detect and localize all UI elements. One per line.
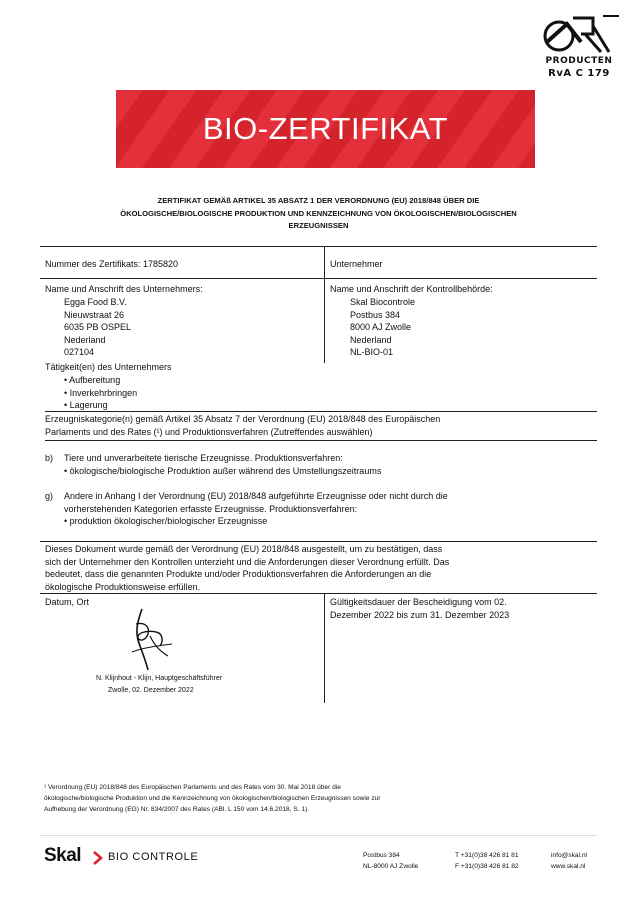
brand-subtitle: BIO CONTROLE xyxy=(108,851,199,863)
authority-postcode: 8000 AJ Zwolle xyxy=(350,322,412,332)
statement-line-2: sich der Unternehmer den Kontrollen unterzieht und die Anforderungen dieser Verordnung erfüllt. Das xyxy=(45,556,450,567)
signing-place-date: Zwolle, 02. Dezember 2022 xyxy=(108,687,194,694)
rva-line-1: PRODUCTEN xyxy=(545,56,613,66)
statement xyxy=(45,543,597,593)
statement-line-1: Dieses Dokument wurde gemäß der Verordnung (EU) 2018/848 ausgestellt, um zu bestätigen, dass xyxy=(45,544,443,554)
divider xyxy=(40,246,597,247)
section-g-item: • produktion ökologischer/biologischer Erzeugnisse xyxy=(64,516,268,526)
statement-line-3: bedeutet, dass die genannten Produkte und/oder Produktionsverfahren die Anforderungen an die xyxy=(45,569,432,579)
column-divider xyxy=(324,246,325,278)
operator-postcode: 6035 PB OSPEL xyxy=(64,322,132,332)
date-place-label: Datum, Ort xyxy=(45,597,90,607)
section-g xyxy=(64,490,448,528)
skal-logo: Skal xyxy=(44,845,82,866)
activity-item: • Aufbereitung xyxy=(64,375,121,385)
authority-street: Postbus 384 xyxy=(350,309,401,320)
footnote-line-3: Aufhebung der Verordnung (EG) Nr. 834/2007 des Rates (ABl. L 150 vom 14.6.2018, S. 1). xyxy=(44,806,310,813)
activity-item: • Lagerung xyxy=(64,400,108,410)
operator-id: 027104 xyxy=(64,347,95,357)
footnote xyxy=(44,782,604,815)
rva-line-2: RvA C 179 xyxy=(548,68,610,79)
heading-line-2: ÖKOLOGISCHE/BIOLOGISCHE PRODUKTION UND KENNZEICHNUNG VON ÖKOLOGISCHEN/BIOLOGISCHEN xyxy=(120,208,517,218)
operator-street: Nieuwstraat 26 xyxy=(64,309,125,320)
statement-line-4: ökologische Produktionsweise erfüllen. xyxy=(45,581,201,592)
section-g-line-2: vorherstehenden Kategorien erfasste Erzeugnisse. Produktionsverfahren: xyxy=(64,503,358,514)
footer-phone: T +31(0)38 426 81 81 xyxy=(455,852,519,859)
section-b-item: • ökologische/biologische Produktion außer während des Umstellungszeitraums xyxy=(64,465,382,476)
activity-item: • Inverkehrbringen xyxy=(64,387,138,398)
validity-line-1: Gültigkeitsdauer der Bescheidigung vom 02. xyxy=(330,597,507,607)
footer-website[interactable]: www.skal.nl xyxy=(551,863,586,870)
categories-line-2: Parlaments und des Rates (¹) und Produktionsverfahren (Zutreffendes auswählen) xyxy=(45,426,373,437)
section-b-title: Tiere und unverarbeitete tierische Erzeugnisse. Produktionsverfahren: xyxy=(64,453,343,463)
divider xyxy=(40,593,597,594)
authority-name: Skal Biocontrole xyxy=(350,297,416,307)
column-divider xyxy=(324,593,325,703)
validity xyxy=(330,596,509,621)
title-banner xyxy=(116,90,535,168)
section-g-letter: g) xyxy=(45,491,54,501)
banner-title: BIO-ZERTIFIKAT xyxy=(202,111,449,146)
footnote-line-1: ¹ Verordnung (EU) 2018/848 des Europäischen Parlaments und des Rates vom 30. Mai 2018 über die xyxy=(44,784,341,791)
validity-line-2: Dezember 2022 bis zum 31. Dezember 2023 xyxy=(330,609,510,620)
operator-name: Egga Food B.V. xyxy=(64,297,127,307)
operator-country: Nederland xyxy=(64,334,106,345)
heading-line-3: ERZEUGNISSEN xyxy=(288,221,349,230)
categories-line-1: Erzeugniskategorie(n) gemäß Artikel 35 Absatz 7 der Verordnung (EU) 2018/848 des Europäischen xyxy=(45,414,441,424)
authority-address xyxy=(350,296,415,359)
activities-list xyxy=(64,374,137,412)
categories-box xyxy=(45,411,597,441)
footnote-line-2: ökologische/biologische Produktion und die Kennzeichnung von ökologischen/biologischen Erzeugnissen sowie zur xyxy=(44,795,381,802)
party-label: Unternehmer xyxy=(330,259,383,269)
footer-postbus: Postbus 384 xyxy=(363,852,400,859)
authority-code: NL-BIO-01 xyxy=(350,347,394,357)
rva-accreditation-logo xyxy=(537,12,621,88)
section-b xyxy=(64,452,381,477)
footer-city: NL-8000 AJ Zwolle xyxy=(363,863,419,870)
section-b-letter: b) xyxy=(45,453,54,463)
footer-fax: F +31(0)38 426 81 82 xyxy=(455,863,519,870)
column-divider xyxy=(324,278,325,363)
footer-email[interactable]: info@skal.nl xyxy=(551,852,588,859)
signature-icon xyxy=(128,606,174,672)
operator-label: Name und Anschrift des Unternehmers: xyxy=(45,284,203,294)
authority-country: Nederland xyxy=(350,334,392,345)
operator-address xyxy=(64,296,131,359)
certificate-heading xyxy=(40,195,597,233)
activities-label: Tätigkeit(en) des Unternehmers xyxy=(45,362,172,372)
authority-label: Name und Anschrift der Kontrollbehörde: xyxy=(330,284,493,294)
heading-line-1: ZERTIFIKAT GEMÄß ARTIKEL 35 ABSATZ 1 DER VERORDNUNG (EU) 2018/848 ÜBER DIE xyxy=(157,196,480,205)
section-g-line-1: Andere in Anhang I der Verordnung (EU) 2018/848 aufgeführte Erzeugnisse oder nicht durch die xyxy=(64,491,448,501)
footer-divider xyxy=(40,835,597,836)
rva-emblem-icon xyxy=(537,12,621,56)
divider xyxy=(40,541,597,542)
signatory: N. Klijnhout - Klijn, Hauptgeschäftsführer xyxy=(96,675,223,682)
chevron-right-icon xyxy=(92,851,104,865)
certificate-number: Nummer des Zertifikats: 1785820 xyxy=(45,259,179,269)
divider xyxy=(40,278,597,279)
